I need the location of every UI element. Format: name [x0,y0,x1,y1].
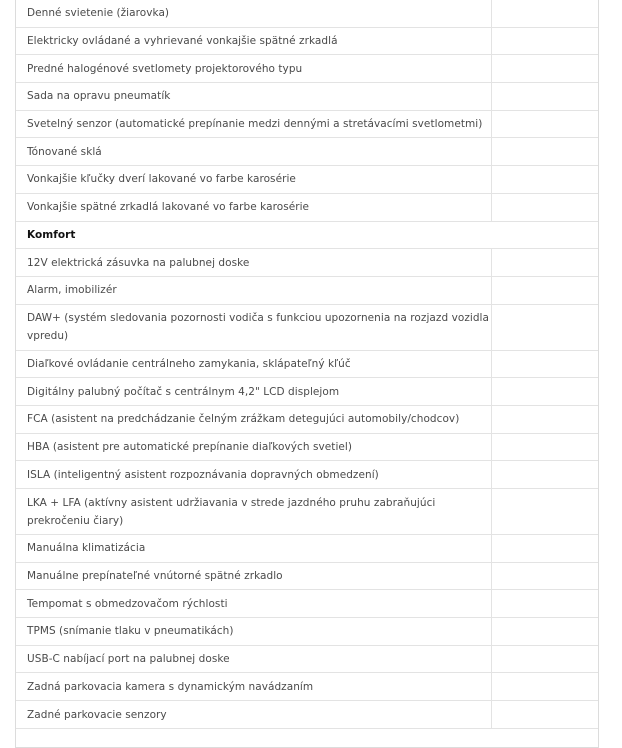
table-row [16,701,598,729]
feature-label: Alarm, imobilizér [27,284,117,297]
feature-label: USB-C nabíjací port na palubnej doske [27,653,230,666]
feature-label: Vonkajšie spätné zrkadlá lakované vo farbe karosérie [27,201,310,214]
table-row [16,461,598,489]
table-row [16,535,598,563]
feature-value-cell [491,351,598,378]
feature-label: Manuálne prepínateľné vnútorné spätné zrkadlo [27,570,283,583]
feature-label: FCA (asistent na predchádzanie čelným zrážkam detegujúci automobily/chodcov) [27,413,460,426]
feature-value-cell [491,701,598,728]
table-row [16,138,598,166]
table-row [16,0,598,28]
feature-label: Elektricky ovládané a vyhrievané vonkajšie spätné zrkadlá [27,35,338,48]
feature-label: Manuálna klimatizácia [27,542,146,555]
table-row [16,305,598,351]
feature-value-cell [491,434,598,461]
table-row [16,194,598,222]
feature-value-cell [491,406,598,433]
feature-label: Denné svietenie (žiarovka) [27,7,170,20]
table-row [16,166,598,194]
feature-value-cell [491,138,598,165]
feature-label: Zadná parkovacia kamera s dynamickým navádzaním [27,680,314,693]
feature-value-cell [491,55,598,82]
table-row [16,434,598,462]
feature-label: Vonkajšie kľučky dverí lakované vo farbe karosérie [27,173,296,186]
table-row [16,378,598,406]
feature-label: Sada na opravu pneumatík [27,90,171,103]
equipment-table [15,0,599,748]
table-row [16,55,598,83]
feature-label: DAW+ (systém sledovania pozornosti vodiča s funkciou upozornenia na rozjazd vozidla vpredu) [27,312,490,343]
section-title: Komfort [27,228,76,241]
feature-label: TPMS (snímanie tlaku v pneumatikách) [27,625,234,638]
feature-value-cell [491,277,598,304]
feature-label: Predné halogénové svetlomety projektorového typu [27,62,303,75]
feature-label: Diaľkové ovládanie centrálneho zamykania, sklápateľný kľúč [27,357,351,370]
feature-label: HBA (asistent pre automatické prepínanie diaľkových svetiel) [27,440,353,453]
table-row [16,111,598,139]
feature-value-cell [491,618,598,645]
feature-value-cell [491,489,598,534]
feature-value-cell [491,646,598,673]
table-footer-spacer [16,729,598,747]
feature-value-cell [491,378,598,405]
table-row [16,249,598,277]
table-row [16,646,598,674]
feature-value-cell [491,111,598,138]
feature-label: Zadné parkovacie senzory [27,708,167,721]
feature-value-cell [491,590,598,617]
feature-label: Svetelný senzor (automatické prepínanie medzi dennými a stretávacími svetlometmi) [27,118,483,131]
feature-value-cell [491,461,598,488]
feature-value-cell [491,166,598,193]
table-row [16,590,598,618]
feature-value-cell [491,305,598,350]
table-row [16,673,598,701]
table-row [16,83,598,111]
feature-label: ISLA (inteligentný asistent rozpoznávania dopravných obmedzení) [27,468,379,481]
feature-value-cell [491,194,598,221]
table-row [16,563,598,591]
feature-value-cell [491,28,598,55]
feature-value-cell [491,249,598,276]
table-row [16,28,598,56]
feature-value-cell [491,563,598,590]
feature-label: 12V elektrická zásuvka na palubnej doske [27,256,250,269]
table-row [16,351,598,379]
table-row [16,489,598,535]
feature-value-cell [491,673,598,700]
table-row [16,618,598,646]
section-header-row [16,222,598,250]
feature-label: Digitálny palubný počítač s centrálnym 4,2" LCD displejom [27,385,340,398]
table-row [16,406,598,434]
feature-value-cell [491,535,598,562]
feature-label: Tempomat s obmedzovačom rýchlosti [27,597,228,610]
feature-value-cell [491,0,598,27]
feature-label: LKA + LFA (aktívny asistent udržiavania v strede jazdného pruhu zabraňujúci prekročeniu čiary) [27,496,436,527]
feature-label: Tónované sklá [27,145,102,158]
table-row [16,277,598,305]
feature-value-cell [491,83,598,110]
